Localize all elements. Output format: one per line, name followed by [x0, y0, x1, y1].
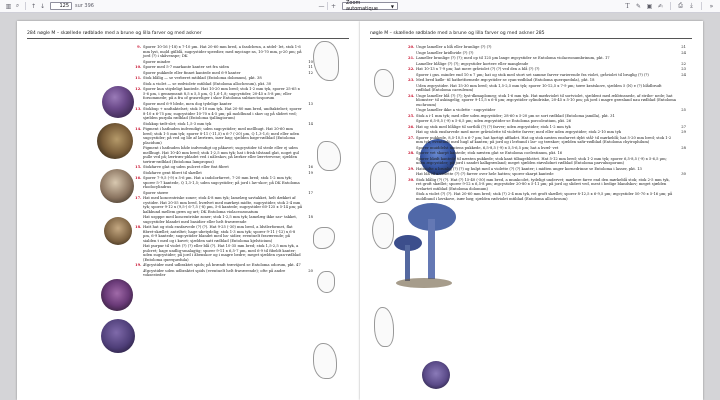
key-entry-text: Stokkup tælt-slet; stok 1,5-3 mm tyk — [143, 121, 212, 126]
key-entry — [408, 73, 686, 78]
key-entry-number: 27. — [408, 135, 415, 140]
key-entry-text: Stok blålig — se verberet mtiblad (Entoloma dolomum), pkt. 38 — [143, 76, 262, 80]
key-entry-number: 23. — [408, 78, 415, 82]
key-entry-lead[interactable] — [676, 84, 686, 93]
key-entry-text: Sporer blødt kantede til næsten pukkede; stok kant tilbageblottet. Hat 5-12 mm bred; stok 1-2 mm tyk; sporer 6,5-8,5 (-9) x 5-6,5 µm; uden ægcystider; på jord i sandet kalkgræsland; meget sjælden støvslidnet rødblad (Entoloma parvulusporum) — [416, 156, 667, 165]
key-entry — [135, 60, 313, 65]
key-entry-text: Stok a i-1 mm tyk; med eller uden ægcystider; 28-60 x 5-20 µm se sort rødblad (Entoloma jamilla), pkt. 31 — [416, 113, 615, 118]
key-entry-lead[interactable] — [303, 107, 313, 121]
key-entry-text: Med bred kølle- til hatbetformede ægcystider se cyan-rødblad (Entoloma querquedula), pkt. 18 — [416, 78, 595, 82]
key-entry-number: 22. — [408, 67, 415, 71]
key-entry-text: Sporer 10-16 (-18) x 7-10 µm. Hat 20-60 mm bred, a fasdcbrun, a ntdel- let, stok 1-6 mm lyst, mold gülblå, sugcystider speedier, med mycinge ns, 10-70 mm, p-20 µm; på jord (?) i skåvenspe; DK — [143, 45, 302, 58]
page-header-right: nøgle M – skællede rødblade med a brune og lilla farver og med askner 285 — [370, 31, 545, 36]
key-entry — [135, 76, 313, 81]
key-entry-number: 28. — [408, 151, 415, 155]
key-entry-number: 9. — [137, 45, 141, 49]
key-entry — [408, 151, 686, 156]
pdf-page-right — [360, 21, 703, 400]
key-entry-lead[interactable]: 17 — [308, 190, 313, 195]
key-entry-text: Stok a violet (?) (?). Hat 20-60 mm bred; stok (?) 2-4 mm tyk, ret groft skællet; sporer 8-12,5 x 6-9,5 µm; ægcystider 50-70 x 5-16 µm; på moldbund i løvskove, især bøg; sjælden rødviolet mtiblad (Entoloma allochroum) — [416, 192, 673, 201]
ground-shadow — [396, 278, 452, 288]
mushroom-illustration — [380, 189, 468, 299]
header-rule — [370, 38, 692, 39]
mushroom-photo — [101, 279, 133, 311]
key-entry-number — [135, 269, 141, 278]
key-entry-lead[interactable]: 28 — [681, 145, 686, 150]
key-entry — [408, 192, 686, 201]
key-entry-text: Pigment i hatbuden indvendigt; uden sugcystider; med mellhugt. Hat 20-60 mm bred; stok 1-5 mm tyk; sporer 8-11 (-11,5) x 6-7 (-20) µm, Q 1,3-1,6; med eller uden sugcystider; på ved og lile af lærtræs, især bøg; sjælden bøge-rødblad (Entoloma placidum) — [143, 127, 300, 145]
key-entry — [408, 136, 686, 145]
key-entry-lead[interactable] — [303, 225, 313, 243]
key-column-right — [408, 45, 686, 202]
key-entry-lead[interactable]: 13 — [308, 101, 313, 106]
key-entry-lead[interactable] — [676, 114, 686, 119]
key-entry-number — [135, 146, 141, 164]
key-entry-number — [408, 108, 414, 113]
key-entry-number — [135, 102, 141, 107]
mushroom-photo — [101, 319, 135, 353]
key-entry — [408, 78, 686, 83]
key-entry-lead[interactable]: 20 — [308, 268, 313, 273]
key-entry — [135, 122, 313, 127]
key-entry-lead[interactable]: 18 — [308, 215, 313, 219]
key-entry-lead[interactable] — [303, 76, 313, 81]
key-entry-text: Hat 10-13 x 7-9 µm; hat mere gråviolet (?) (?) ved den a blå (?) (?) — [416, 67, 540, 71]
next-page-icon[interactable]: ↓ — [39, 2, 46, 10]
key-entry-text: Sporer pukkede eller finnet kantede med 6-9 kanter — [143, 70, 241, 75]
key-entry-number: 16. — [135, 176, 142, 180]
key-entry-lead[interactable] — [303, 244, 313, 262]
header-rule — [27, 38, 349, 39]
find-icon[interactable]: ⌕ — [15, 2, 20, 9]
key-entry-text: Lameller blålige (?) (?); ægcystider kortere eller manglende — [416, 61, 529, 66]
key-entry-text: Hat og stok ensfarvede med mere gråviolette til violette farver; med eller uden ægcystider; stok 2-10 mm tyk — [416, 130, 622, 134]
zoom-select[interactable] — [342, 2, 398, 10]
mushroom-photo — [104, 217, 132, 245]
key-entry-number: 30. — [408, 177, 415, 182]
key-entry-text: Stokfarve gent fibret til skællet — [143, 170, 202, 175]
key-column-left — [135, 45, 313, 279]
key-entry-lead[interactable] — [676, 56, 686, 61]
key-entry-lead[interactable]: 25 — [681, 108, 686, 112]
spore-sketch — [317, 141, 341, 171]
key-entry-lead[interactable] — [676, 78, 686, 83]
key-entry — [408, 108, 686, 113]
toolbar-separator — [25, 2, 26, 10]
key-entry-text: Sporer muiddelst mutens pukkede, 6,5-8,5 (-9) x 5,5-6,5 µm; hat a hvæl- vet — [416, 145, 559, 150]
key-entry-number: 11. — [135, 76, 142, 80]
key-entry-text: Sporer pukkede, 8,5-10,5 x 6-7 µm; hat hurtigt affladet. Hat og stok nøsten ensfarvet dybt stål- til mørkeblå; hat 5-20 mm bred; stok 1-2 mm tyk; eventuelt med hugl af kanten; på jord og i lerbund i lav- og træskov; sjælden safir-rødblad (Entoloma chytrophilum) — [416, 135, 672, 144]
document-viewer[interactable] — [0, 13, 720, 400]
key-entry — [135, 102, 313, 107]
mushroom-stem — [428, 219, 435, 279]
key-entry-text: Uden ægcystider. Hat 15-30 mm bred; stok 1,5-2,5 mm tyk; sporer 10-12,5 x 7-9 µm; tørre kratskove, sjælden 5 (N) e (?) blådbrudt rødblad (Entoloma caeruleum) — [416, 83, 662, 92]
zoom-out-icon[interactable]: — — [318, 2, 325, 10]
key-entry-lead[interactable] — [676, 192, 686, 201]
prev-page-icon[interactable]: ↑ — [30, 2, 37, 10]
key-entry-text: Sporer større — [143, 190, 169, 195]
key-entry — [135, 191, 313, 196]
key-entry-number — [135, 82, 141, 87]
zoom-select-value: Zoom automatique — [346, 0, 378, 12]
key-entry — [135, 215, 313, 224]
key-entry-number: 17. — [135, 196, 142, 200]
key-entry-text: Hat med koncentriske zoner; stok 4-8 mm tyk; lamelæg savtakket, helt dækket af cystider. Hat 20-55 mm bred, hvælvet med mørkeyi midte, sugcystider, stok 2-4 mm tyk; sporer 9-12 x (9,5-) 6-7,5 (-8) µm, 5-6 kantede; sugcystider 60-125 x 5-14 µm; på kalkbund mellem græs og urt; DK Entoloma violaceozonatum — [143, 196, 303, 214]
key-entry — [135, 244, 313, 262]
key-entry — [408, 67, 686, 72]
text-icon[interactable]: T — [625, 2, 630, 10]
key-entry-number — [135, 71, 141, 76]
key-entry — [135, 82, 313, 87]
toolbar-separator — [670, 2, 671, 10]
key-entry-lead[interactable]: 12 — [308, 70, 313, 75]
key-entry-number — [408, 172, 414, 177]
key-entry-text: Unge lameller ikke a violette - sugcystider — [416, 108, 496, 112]
key-entry-text: Sporer 6,5-8,5 (-9) x 5-6,5 µm; uden ægcystider se Entoloma porcoleutium, pkt. 26 — [416, 119, 572, 123]
key-entry-text: Hatt hat og stok ensfarvede (?) (?). Hat 9-25 (-30) mm bred, a ldstlerformet, flat fibret-skællet; antriltet; hage ubetydelig; stok 1-3 mm tyk; sporer 9-11 (-12) x 6-8 µm, 6-9 kantede; sugcystider blandet med ba- sidier, eventuelt fraværende; på sialden t med og i kuvet; sjælden satt rødblad (Entoloma kjelsticium) — [143, 225, 296, 243]
key-entry-text: Ægcystider med udbraktet spids; på brændt træväjord se Entoloma odorum, pkt. 47 — [143, 263, 301, 267]
key-entry-lead[interactable]: 23 — [681, 67, 686, 71]
key-entry — [408, 125, 686, 130]
key-entry — [135, 165, 313, 170]
key-entry-number: 12. — [135, 87, 142, 91]
key-entry-text: Unge lameller a blå eller brunlige (?) (?) — [416, 45, 492, 49]
key-entry — [408, 146, 686, 151]
key-entry-number: 20. — [408, 45, 415, 49]
pdf-toolbar — [0, 0, 720, 13]
key-entry-number — [135, 171, 141, 176]
print-icon[interactable]: ⎙ — [678, 2, 683, 9]
key-entry-number — [408, 146, 414, 151]
key-entry-number — [408, 119, 414, 124]
key-entry-lead[interactable] — [303, 45, 313, 59]
key-entry-text: Sporer med 5-7 markante kanter set fra siden — [143, 65, 230, 69]
menu-icon[interactable]: » — [709, 2, 714, 10]
key-entry-number — [135, 122, 141, 127]
toolbar-separator — [701, 2, 702, 10]
key-entry-text: Sporer med 6-9 blede, men dog tydelige kanter — [143, 101, 232, 106]
key-entry — [135, 176, 313, 190]
key-entry-number — [408, 157, 414, 166]
key-entry-number — [135, 60, 141, 65]
key-entry-lead[interactable] — [303, 82, 313, 87]
save-icon[interactable]: ⤓ — [690, 2, 693, 9]
key-entry-lead[interactable]: 30 — [681, 172, 686, 176]
draw-icon[interactable]: ✎ — [635, 2, 642, 10]
spore-sketch — [374, 69, 394, 97]
key-entry-lead[interactable]: 27 — [681, 124, 686, 129]
key-entry-text: Stokbup + undtaktelset; stok 5-10 mm tyk. Hat 20-80 mm bred, undtaktelset; sporer 8-10 x 6-75 µm; sugcystider 10-70 x 4-5 µm; på moldbund i skov og på slidret ved; sjælden purpila rødblad (Entoloma tjallingiorum) — [143, 107, 302, 120]
key-entry-lead[interactable] — [676, 178, 686, 192]
key-entry — [135, 263, 313, 268]
key-entry-lead[interactable] — [303, 146, 313, 164]
key-entry-number — [408, 130, 414, 135]
key-entry-text: Sporer i gns. mindre end 10 x 7 µm; hat og stok med stort set samme farver varierende fra violet, gråviolet til bruglig (?) (?) — [416, 72, 649, 77]
pdf-page-left — [17, 21, 360, 400]
key-entry — [408, 119, 686, 124]
key-entry-lead[interactable]: 21 — [681, 45, 686, 49]
key-entry-lead[interactable]: 29 — [681, 130, 686, 134]
key-entry — [408, 114, 686, 119]
key-entry-number: 15. — [135, 165, 142, 169]
spore-sketch — [313, 227, 335, 249]
mushroom-stem — [405, 245, 410, 281]
mushroom-photo — [97, 123, 133, 159]
key-entry-number — [408, 192, 414, 201]
key-entry-number — [408, 62, 414, 67]
key-entry-number: 19. — [135, 263, 142, 267]
key-entry-lead[interactable]: 10 — [308, 59, 313, 64]
key-entry — [408, 51, 686, 56]
key-entry-lead[interactable] — [676, 136, 686, 145]
key-entry-text: Lameller brunlige (?) (?); med op til 125 µm lange ægcystider se Entoloma violaceonumbrinum, pkt. 17 — [416, 56, 610, 60]
key-entry-number — [408, 84, 414, 93]
key-entry-number: 25. — [408, 113, 415, 118]
sidebar-toggle-icon[interactable]: ▥ — [5, 2, 12, 10]
key-entry-text: Unge lameller blå (?) (?); lyst-dkmaplomeg; stok 1-6 mm tyk. Hat mørkviolet til sortviolet, sjældent med ælibtnsnede, af stribe- nede; hat blomster- til askingelig; sporer 9-11,5 x 6-8 µm; ægcystider cylindriske, 20-45 x 5-10 µm; på jord i magre græsland nau rødblad (Entoloma euchroum) — [416, 93, 676, 107]
key-entry-number — [135, 215, 141, 224]
key-entry — [408, 62, 686, 67]
key-entry — [408, 157, 686, 166]
key-entry — [408, 172, 686, 177]
key-entry-text: Ægcystider uden udbraktet spids (eventuelt helt fraværende); ofte på andre voksesteder — [143, 268, 286, 277]
key-entry — [135, 65, 313, 70]
key-entry-text: Sporer kun stiydeligt kantede. Hat 10-20 mm bred; stok 1-2 mm tyk, sporer 25-65 x 5-6 µm, i gennemsnit 8,5 x 5,5 µm, Q 1,6-1,8; sugcystider, 20-45 x 5-8 µm; eller forsommede; på a fra of grasreliger i skov Entoloma subtaectosporum — [143, 87, 300, 100]
key-entry — [135, 225, 313, 243]
key-entry — [135, 269, 313, 278]
key-entry-text: Sporer mindre — [143, 59, 171, 64]
key-entry-text: Stok blålig (?) (?). Hat (?) 15-40 (-50) mm bred, a munkcolet, tydeligt undervet; mørkere farve end den mørkeblå stok; stok 2-5 mm tyk, ret groft skællet; sporer 9-12 x 6,5-8 µm; ægcystider 20-80 x 5-11 µm; på jord og slidret ved, mest i bedige blandskov; meget sjælden tvelartet mtiblad (Entoloma dolomum) — [416, 177, 670, 191]
key-entry-lead[interactable]: 14 — [308, 121, 313, 126]
image-icon[interactable]: ▣ — [646, 2, 653, 10]
key-entry-number: 24. — [408, 93, 415, 98]
key-entry-number: 18. — [135, 225, 142, 229]
key-entry-text: Hat blå til a violette (?) (?) farver over hele hatten; sporer skarpt kantede — [416, 172, 554, 176]
key-entry-number — [135, 244, 141, 262]
key-entry-lead[interactable] — [676, 94, 686, 108]
key-entry-lead[interactable]: 24 — [681, 72, 686, 77]
key-entry-number — [408, 51, 414, 56]
mushroom-photo — [100, 169, 134, 203]
key-entry — [408, 178, 686, 192]
key-entry-text: Sporer 7-9,5 (-9) x 5-6 µm. Hat a indolorfarvet, 7-20 mm bred; stok 1-2 mm tyk; sporer 5-7 kantede, Q 1,3-1,5; uden sugcystider; på jord i lav-skov; på DK Entoloma rhodocylindrus — [143, 176, 300, 189]
key-entry-lead[interactable]: 19 — [308, 170, 313, 175]
mushroom-photo — [102, 86, 134, 118]
key-entry-lead[interactable]: 11 — [308, 65, 313, 69]
key-entry-lead[interactable]: 24 — [681, 50, 686, 55]
page-total-label: sur 396 — [75, 3, 94, 9]
key-entry-lead[interactable] — [303, 127, 313, 145]
key-entry — [408, 130, 686, 135]
key-entry-lead[interactable]: 16 — [308, 165, 313, 169]
key-entry-lead[interactable] — [676, 151, 686, 156]
chevron-down-icon: ▼ — [390, 3, 394, 9]
spore-sketch — [313, 41, 339, 81]
key-entry — [408, 56, 686, 61]
key-entry-number — [408, 73, 414, 78]
key-entry-lead[interactable] — [303, 263, 313, 268]
key-entry-lead[interactable] — [303, 176, 313, 190]
key-entry — [408, 167, 686, 172]
key-entry — [135, 146, 313, 164]
key-entry-number: 14. — [135, 127, 142, 131]
key-entry-lead[interactable] — [676, 157, 686, 166]
key-entry-number — [135, 191, 141, 196]
key-entry-number: 21. — [408, 56, 415, 60]
page-header-left: 284 nøgle M – skællede rødblade med a brune og lilla farver og med askner — [27, 31, 202, 36]
key-entry-text: Sporer vet skarpt kantede; stok næsten glat se Entoloma coelestinum, pkt. 16 — [416, 151, 563, 155]
page-number-input[interactable]: 125 — [50, 2, 72, 10]
key-entry — [408, 84, 686, 93]
key-entry-lead[interactable]: 22 — [681, 61, 686, 66]
key-entry — [135, 45, 313, 59]
key-entry-lead[interactable] — [676, 119, 686, 124]
key-entry — [135, 107, 313, 121]
key-entry — [135, 171, 313, 176]
key-entry-number: 26. — [408, 124, 415, 129]
zoom-in-icon[interactable]: + — [330, 2, 337, 10]
key-entry-text: Hat purpur til violet (?) (?) eller blå (?). Hat 10-35 mm bred; stok 1,5-2,5 mm tyk, a pulcret; hage undlig-smalagtig; sporer 9-11 x 6,5-7 µm, med 6-9 til fibeldt kanter; uden sugcystider; på jord i åbenskov og i magre bedre; meget sjælden cyan-rødblad (Entoloma querquedula) — [143, 244, 301, 262]
sign-icon[interactable]: ✍ — [657, 2, 664, 10]
mushroom-photo — [422, 361, 450, 389]
key-entry — [408, 94, 686, 108]
key-entry-text: Stok a violet — se rødvioletr mtiblad (Entoloma allochroum), pkt. 30 — [143, 81, 272, 86]
key-entry-number: 10. — [135, 65, 142, 69]
key-entry-text: Hat uspppe med koncentriske zoner; stok 1-2,5 mm tyk; lamelæg ikke sav- takket, sugcystider blandet med basidier eller helt fraværende — [143, 215, 298, 224]
key-entry — [408, 45, 686, 50]
spore-sketch — [317, 271, 335, 293]
key-entry-text: Hat og stok med blålige til sortblå (?) (?) farver; uden ægcystider; stok 1-2 mm tyk — [416, 124, 571, 129]
key-entry-text: Unge lameller kridhvide (?) (?) — [416, 50, 474, 55]
spore-sketch — [374, 307, 394, 347]
key-entry — [135, 196, 313, 214]
key-entry-lead[interactable] — [303, 87, 313, 101]
key-entry — [135, 127, 313, 145]
spore-sketch — [313, 343, 337, 379]
key-entry-text: Hatmidte a brunlig (?) (?) og hulpt med a violette (?) (?) kanter; i midten unger kornedrinne se Entoloma i lasser, pkt. 13 — [416, 166, 642, 171]
key-entry-text: Stokfarve glat og uden pulcret eller fint fibret — [143, 165, 229, 169]
key-entry-number: 29. — [408, 166, 415, 171]
key-entry-lead[interactable] — [676, 167, 686, 172]
key-entry-number: 13. — [135, 107, 142, 111]
toolbar-separator — [327, 2, 328, 10]
key-entry-text: Pigment i hatbuden både indvendigt og påkavet; sugcystider til stede eller ej uden mellhugt. Hat 10-40 mm bred; stok 1-2,5 mm tyk; hat i frisk tilstand glat, noget gul pulle ved på; lærtræs-pbladet ved i nåleskov, på lærker eller lærvtrevene; sjælden tørtræ-rødblad (Entoloma lampropus) — [143, 146, 299, 164]
key-entry-lead[interactable] — [303, 196, 313, 214]
key-entry — [135, 87, 313, 101]
key-entry — [135, 71, 313, 76]
